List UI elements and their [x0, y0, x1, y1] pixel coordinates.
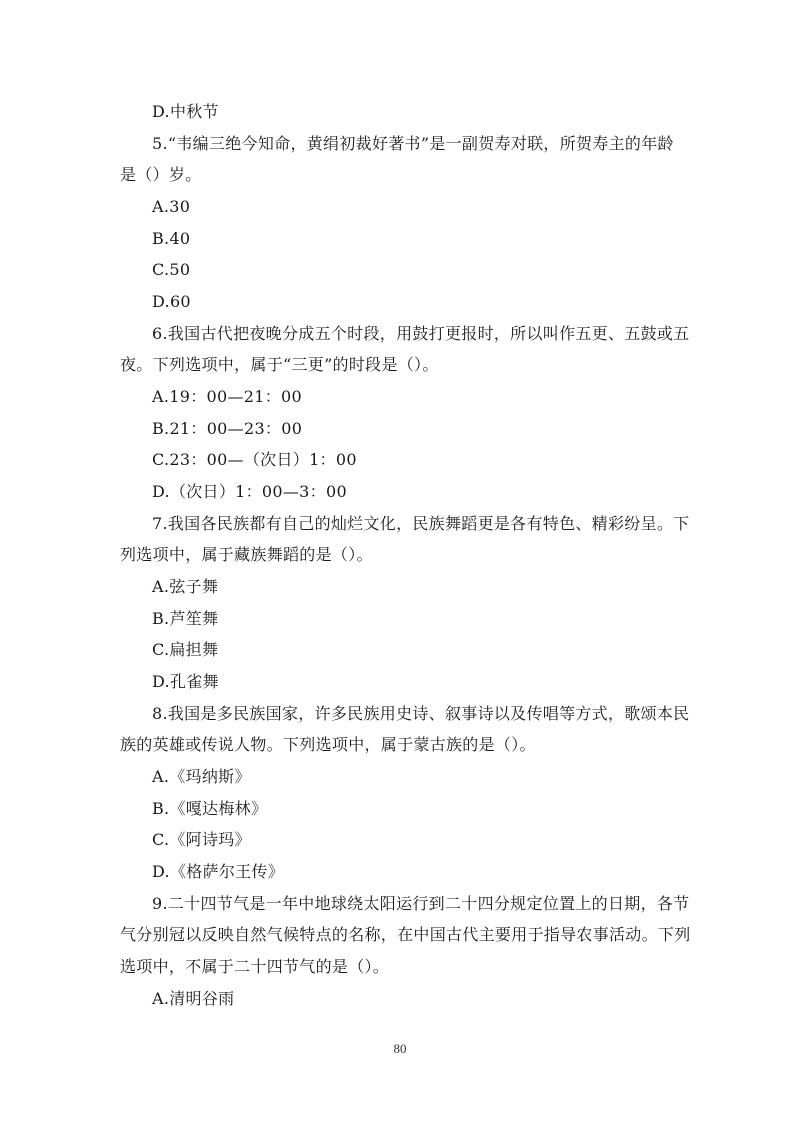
option-6a: A.19：00—21：00: [152, 387, 302, 406]
option-7a: A.弦子舞: [152, 577, 219, 596]
question-7-cont: 列选项中，属于藏族舞蹈的是（）。: [120, 545, 373, 564]
option-8b: B.《嘎达梅林》: [152, 799, 268, 818]
page-number: 80: [393, 1041, 407, 1056]
option-5a: A.30: [152, 197, 191, 216]
question-8-cont: 族的英雄或传说人物。下列选项中，属于蒙古族的是（）。: [120, 735, 536, 754]
option-8a: A.《玛纳斯》: [152, 767, 251, 786]
option-7d: D.孔雀舞: [152, 672, 219, 691]
option-4d: D.中秋节: [152, 102, 219, 121]
option-6b: B.21：00—23：00: [152, 419, 303, 438]
option-6d: D.（次日）1：00—3：00: [152, 482, 347, 501]
question-9-cont-2: 选项中，不属于二十四节气的是（）。: [120, 957, 390, 976]
option-7b: B.芦笙舞: [152, 609, 219, 628]
question-9: 9.二十四节气是一年中地球绕太阳运行到二十四分规定位置上的日期，各节: [152, 894, 690, 913]
option-9a: A.清明谷雨: [152, 989, 235, 1008]
option-5d: D.60: [152, 292, 191, 311]
question-5-cont: 是（）岁。: [120, 165, 202, 184]
question-8: 8.我国是多民族国家，许多民族用史诗、叙事诗以及传唱等方式，歌颂本民: [152, 704, 690, 723]
option-5b: B.40: [152, 229, 191, 248]
question-6: 6.我国古代把夜晚分成五个时段，用鼓打更报时，所以叫作五更、五鼓或五: [152, 324, 690, 343]
option-5c: C.50: [152, 260, 191, 279]
option-6c: C.23：00—（次日）1：00: [152, 450, 357, 469]
question-9-cont-1: 气分别冠以反映自然气候特点的名称，在中国古代主要用于指导农事活动。下列: [120, 925, 691, 944]
option-7c: C.扁担舞: [152, 640, 219, 659]
question-6-cont: 夜。下列选项中，属于“三更”的时段是（）。: [120, 355, 439, 374]
question-7: 7.我国各民族都有自己的灿烂文化，民族舞蹈更是各有特色、精彩纷呈。下: [152, 514, 690, 533]
question-5: 5.“韦编三绝今知命，黄绢初裁好著书”是一副贺寿对联，所贺寿主的年龄: [152, 134, 674, 153]
option-8c: C.《阿诗玛》: [152, 830, 251, 849]
option-8d: D.《格萨尔王传》: [152, 862, 285, 881]
